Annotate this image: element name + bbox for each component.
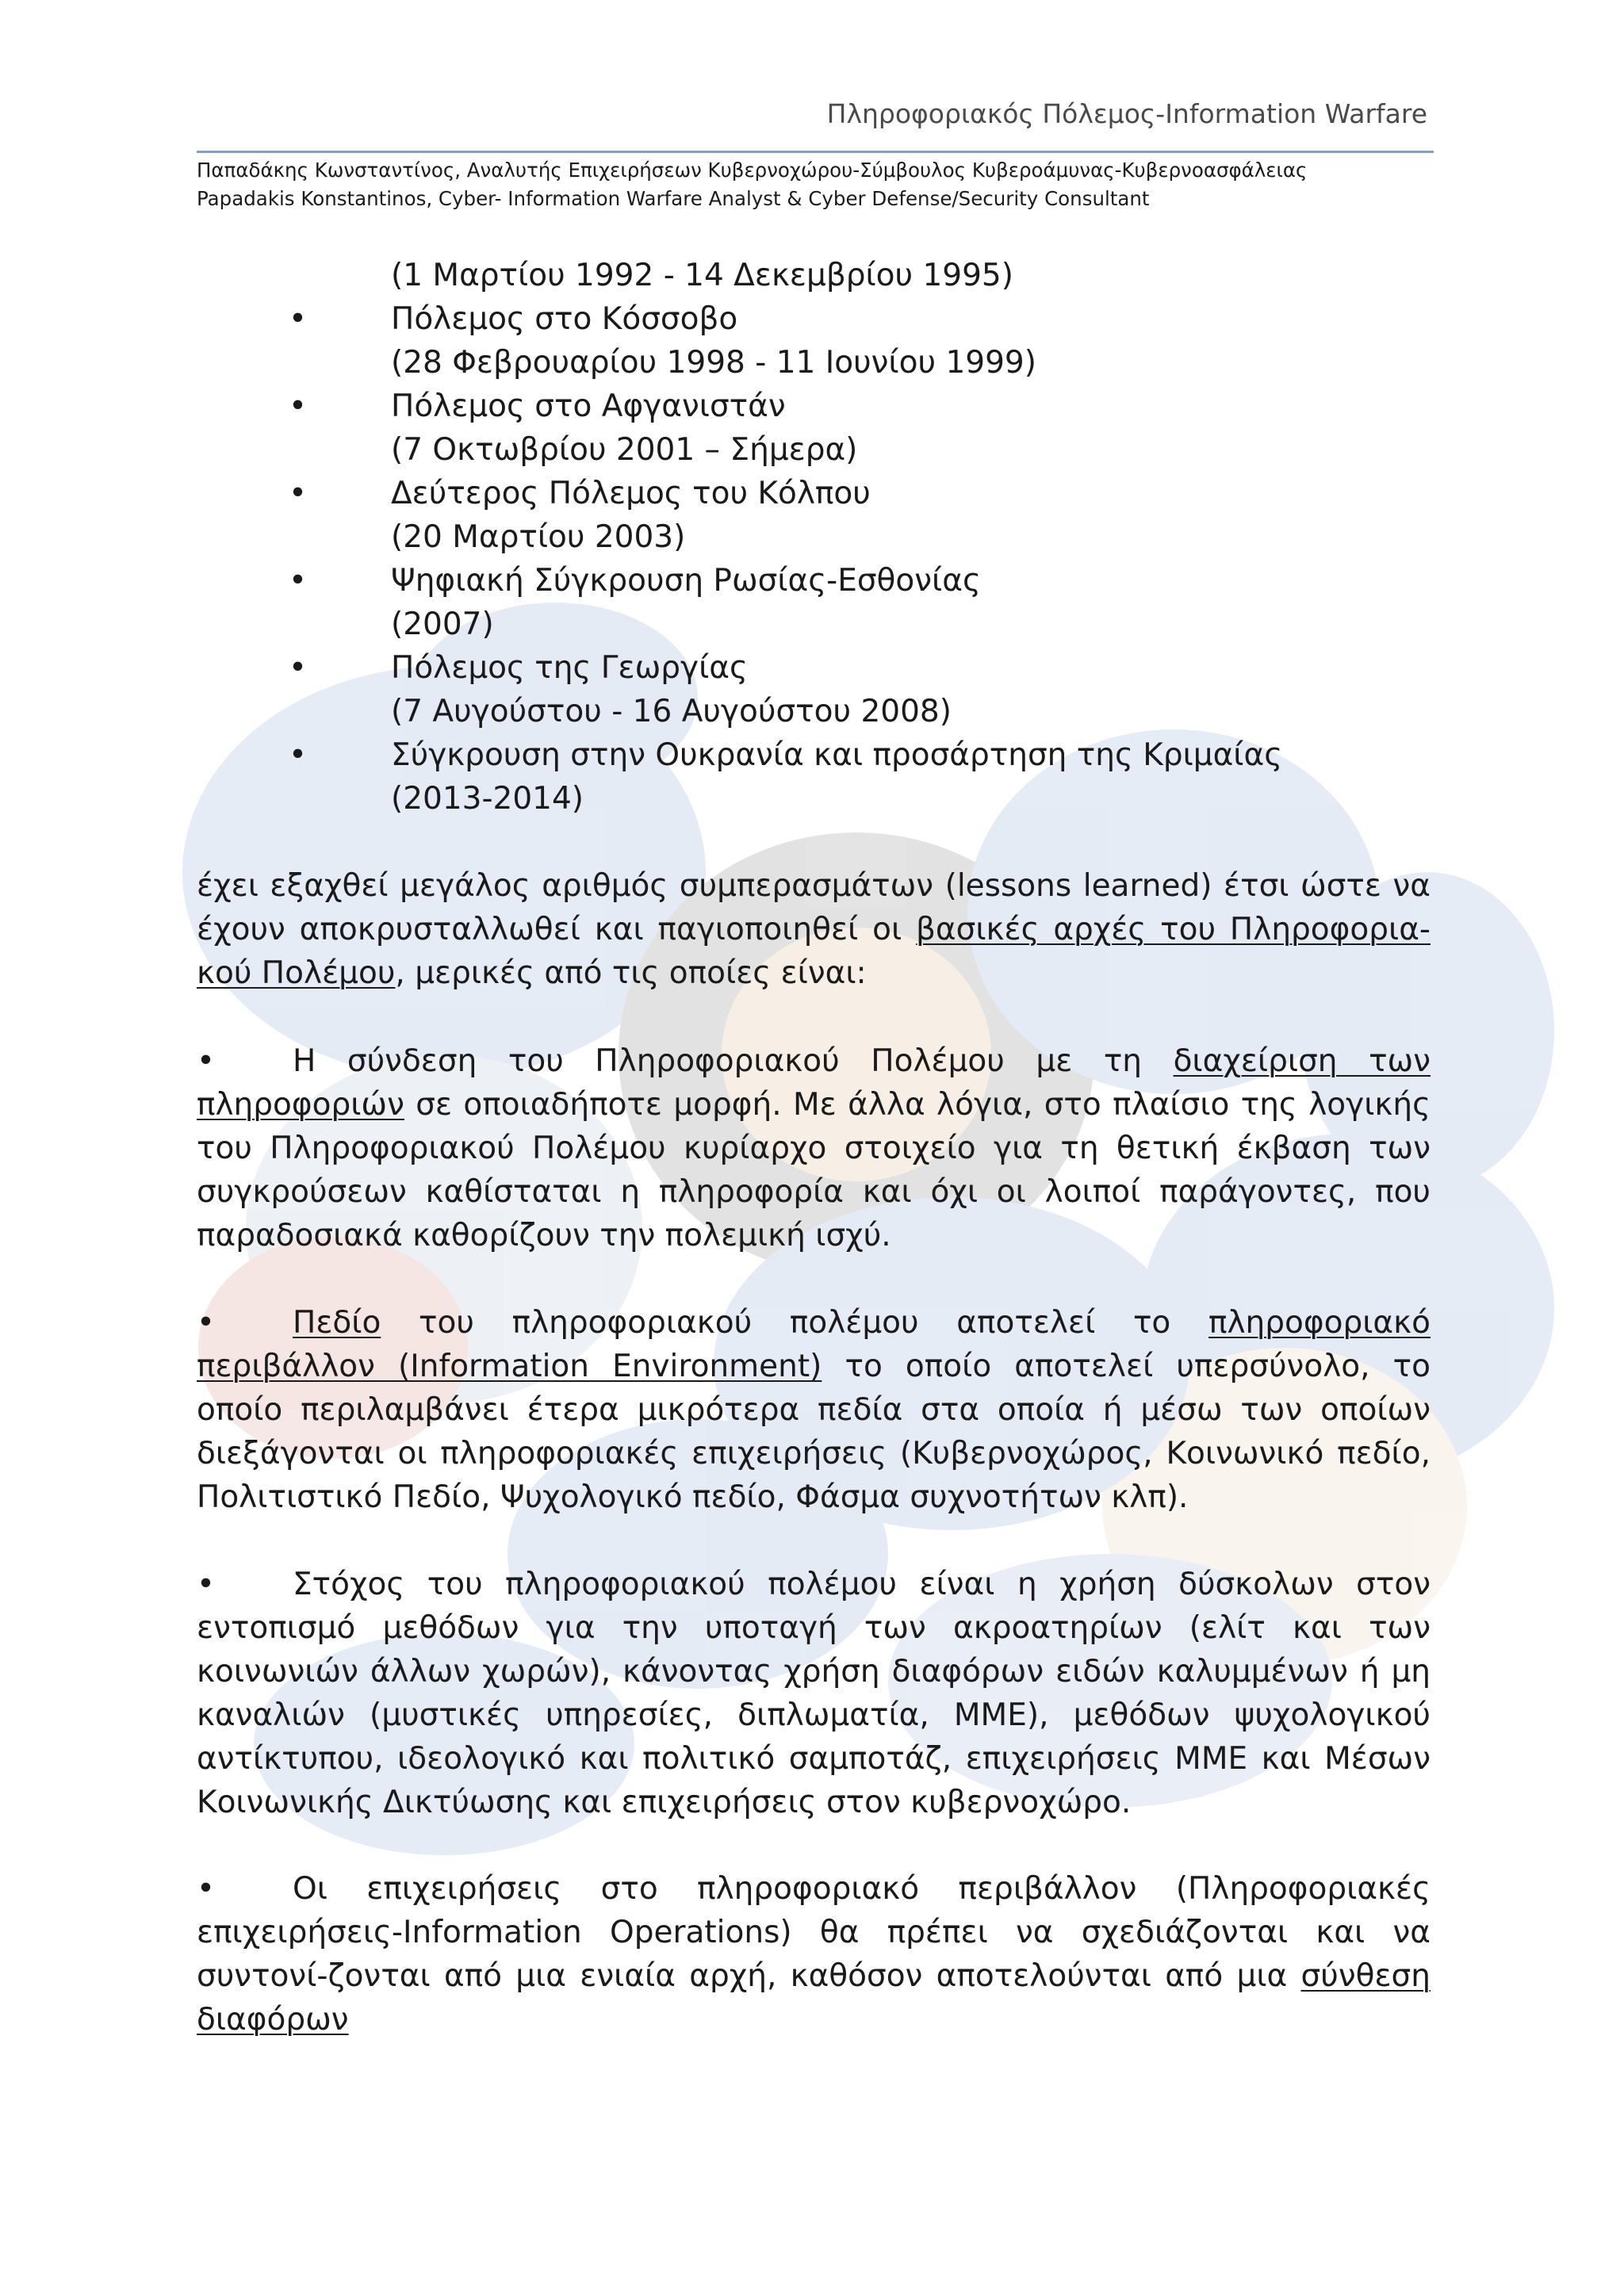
bullet-icon: [197, 1301, 293, 1345]
principle-text: το οποίο αποτελεί υπερσύνολο, το οποίο περιλαμβάνει έτερα μικρότερα πεδία στα οποία ή μέσω των οποίων διεξάγονται οι πληροφοριακές επιχειρήσεις (Κυβερνοχώρος, Κοινωνικό πεδίο, Πολιτιστικό Πεδίο, Ψυχολογικό πεδίο, Φάσμα συχνοτήτων κλπ).: [197, 1349, 1431, 1515]
bullet-icon: [197, 1867, 293, 1911]
bullet-glyph: •: [197, 1305, 216, 1341]
principle-link: διαχείριση των πληροφοριών: [197, 1043, 1431, 1123]
principle-paragraph: [197, 1039, 1431, 1257]
principle-text: Η σύνδεση του Πληροφοριακού Πολέμου με τη: [293, 1043, 1174, 1079]
principles-link: βασικές αρχές του Πληροφορια-κού Πολέμου: [197, 912, 1431, 991]
war-name: Σύγκρουση στην Ουκρανία και προσάρτηση της Κριμαίας: [391, 737, 1283, 773]
principle-text: του πληροφοριακού πολέμου αποτελεί το: [381, 1305, 1208, 1341]
war-item: [197, 385, 1431, 472]
header-divider: [197, 151, 1434, 153]
principle-paragraph: [197, 1301, 1431, 1519]
intro-tail: , μερικές από τις οποίες είναι:: [395, 955, 867, 991]
header-author-greek: Παπαδάκης Κωνσταντίνος, Αναλυτής Επιχειρήσεων Κυβερνοχώρου-Σύμβουλος Κυβεροάμυνας-Κυβερνοασφάλειας: [197, 159, 1308, 182]
bullet-icon: [197, 1563, 293, 1606]
bullet-glyph: •: [197, 1567, 216, 1602]
war-dates: (2013-2014): [391, 781, 584, 817]
bullet-icon: •: [289, 563, 308, 599]
bullet-icon: •: [289, 476, 308, 511]
bullet-icon: •: [289, 388, 308, 424]
bullet-icon: •: [289, 737, 308, 773]
principle-link: Πεδίο: [293, 1305, 381, 1341]
war-dates: (7 Οκτωβρίου 2001 – Σήμερα): [391, 432, 858, 468]
bullet-glyph: •: [197, 1043, 216, 1079]
bullet-glyph: •: [197, 1871, 216, 1907]
principle-text: Στόχος του πληροφοριακού πολέμου είναι η χρήση δύσκολων στον εντοπισμό μεθόδων για την υποταγή των ακροατηρίων (ελίτ και των κοινωνιών άλλων χωρών), κάνοντας χρήση διαφόρων ειδών καλυμμένων ή μη καναλιών (μυστικές υπηρεσίες, διπλωματία, ΜΜΕ), μεθόδων ψυχολογικού αντίκτυπου, ιδεολογικό και πολιτικό σαμποτάζ, επιχειρήσεις ΜΜΕ και Μέσων Κοινωνικής Δικτύωσης και επιχειρήσεις στον κυβερνοχώρο.: [197, 1567, 1431, 1820]
wars-list-lead-date: [197, 254, 1431, 297]
bullet-icon: •: [289, 650, 308, 686]
header-author-english: Papadakis Konstantinos, Cyber- Information Warfare Analyst & Cyber Defense/Security Consultant: [197, 187, 1150, 210]
principle-text: Οι επιχειρήσεις στο πληροφοριακό περιβάλλον (Πληροφοριακές επιχειρήσεις-Information Operations) θα πρέπει να σχεδιάζονται και να συντονί-ζονται από μια ενιαία αρχή, καθόσον αποτελούνται από μια: [197, 1871, 1431, 1994]
header-title: Πληροφοριακός Πόλεμος-Information Warfare: [826, 98, 1427, 129]
war-item: [197, 559, 1431, 646]
war-dates: (1 Μαρτίου 1992 - 14 Δεκεμβρίου 1995): [391, 258, 1013, 293]
war-name: Ψηφιακή Σύγκρουση Ρωσίας-Εσθονίας: [391, 563, 981, 599]
war-item: [197, 646, 1431, 733]
war-name: Πόλεμος της Γεωργίας: [391, 650, 748, 686]
war-dates: (2007): [391, 607, 494, 642]
war-name: Πόλεμος στο Κόσσοβο: [391, 301, 738, 337]
principle-link: σύνθεση διαφόρων: [197, 1958, 1431, 2038]
bullet-icon: [197, 1039, 293, 1083]
intro-paragraph: [197, 864, 1431, 995]
principle-paragraph: [197, 1563, 1431, 1824]
war-name: Πόλεμος στο Αφγανιστάν: [391, 388, 786, 424]
bullet-icon: •: [289, 301, 308, 337]
principle-text: σε οποιαδήποτε μορφή. Με άλλα λόγια, στο πλαίσιο της λογικής του Πληροφοριακού Πολέμου κυρίαρχο στοιχείο για τη θετική έκβαση των συγκρούσεων καθίσταται η πληροφορία και όχι οι λοιποί παράγοντες, που παραδοσιακά καθορίζουν την πολεμική ισχύ.: [197, 1087, 1431, 1253]
war-dates: (20 Μαρτίου 2003): [391, 519, 686, 555]
war-dates: (28 Φεβρουαρίου 1998 - 11 Ιουνίου 1999): [391, 345, 1036, 381]
principle-link: πληροφοριακό περιβάλλον (Information Environment): [197, 1305, 1431, 1384]
war-dates: (7 Αυγούστου - 16 Αυγούστου 2008): [391, 694, 952, 729]
principle-paragraph: [197, 1867, 1431, 2042]
wars-list: [197, 254, 1431, 821]
intro-text: έχει εξαχθεί μεγάλος αριθμός συμπερασμάτων (lessons learned) έτσι ώστε να έχουν αποκρυσταλλωθεί και παγιοποιηθεί οι: [197, 868, 1431, 947]
war-item: [197, 297, 1431, 385]
war-item: [197, 733, 1431, 821]
war-name: Δεύτερος Πόλεμος του Κόλπου: [391, 476, 871, 511]
war-item: [197, 472, 1431, 559]
